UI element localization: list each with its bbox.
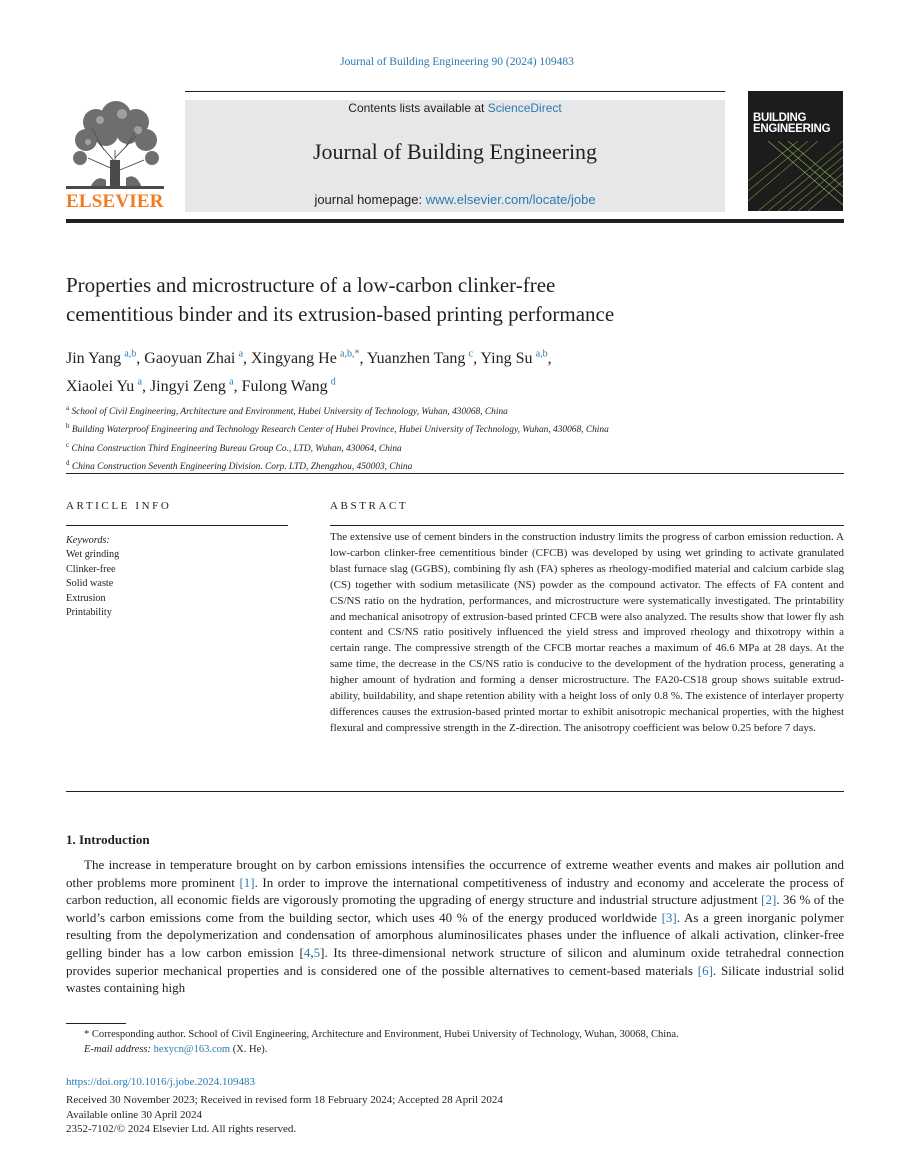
affiliation-list — [66, 401, 846, 474]
intro-text: The increase in temperature brought on by carbon emissions intensifies the occurrence of extreme weather events and makes air pollution and other problems more prominent — [66, 857, 844, 890]
email-link[interactable]: hexycn@163.com — [153, 1043, 231, 1055]
affiliation-key: a — [66, 404, 70, 412]
affiliation-text: China Construction Third Engineering Bureau Group Co., LTD, Wuhan, 430064, China — [71, 443, 402, 454]
author-name: Gaoyuan Zhai — [144, 350, 236, 368]
author-affil-marker[interactable]: a,b — [124, 349, 137, 360]
contents-prefix: Contents lists available at — [348, 101, 488, 115]
keywords-label: Keywords: — [66, 535, 110, 546]
author[interactable] — [150, 378, 242, 395]
author-name: Jingyi Zeng — [149, 377, 226, 395]
elsevier-wordmark: ELSEVIER — [66, 191, 164, 212]
corresponding-author-note: * Corresponding author. School of Civil Engineering, Architecture and Environment, Hubei University of Technology, Wuhan, 30068, China. — [84, 1029, 679, 1040]
header-bottom-rule — [66, 219, 844, 223]
author-separator: , — [141, 377, 150, 395]
affiliation — [66, 456, 846, 474]
affiliation — [66, 401, 846, 419]
footnote-rule — [66, 1023, 126, 1024]
contents-availability — [185, 101, 725, 115]
homepage-link[interactable]: www.elsevier.com/locate/jobe — [425, 192, 596, 207]
affiliation-key: c — [66, 440, 70, 449]
introduction-heading: 1. Introduction — [66, 832, 150, 847]
author-affil-marker[interactable]: a,b — [535, 349, 548, 360]
cover-artwork — [748, 141, 843, 211]
intro-text: . As a green inorganic polymer resulting from the depolymerization and condensation of amorphous aluminosilicates phases under the influence of alkali activation, clinker-free gelling binder has a low carbon emission [ — [66, 909, 844, 960]
keyword: Printability — [66, 607, 112, 619]
author[interactable] — [144, 350, 251, 367]
abstract-rule — [330, 525, 844, 526]
cover-title-line1: BUILDING — [753, 112, 807, 124]
affiliation-key: d — [66, 458, 70, 467]
copyright-line: 2352-7102/© 2024 Elsevier Ltd. All rights reserved. — [66, 1123, 297, 1136]
author-list — [66, 343, 846, 398]
keyword: Wet grinding — [66, 549, 120, 561]
keyword: Extrusion — [66, 592, 106, 604]
journal-cover-thumbnail[interactable] — [748, 91, 843, 211]
author-name: Xiaolei Yu — [66, 377, 135, 395]
author-name: Fulong Wang — [241, 377, 328, 395]
abstract-heading: ABSTRACT — [330, 500, 409, 512]
citation-link[interactable]: [3] — [661, 909, 677, 925]
author[interactable] — [66, 378, 150, 395]
journal-homepage — [185, 192, 725, 207]
abstract-text: The extensive use of cement binders in the construction industry limits the progress of carbon emission reduction. A low-carbon clinker-free cementitious binder (CFCB) was developed by using wet grinding to activate granulated blast furnace slag (GGBS), combining fly ash (FA) spheres as rheology-modified material and calcium carbide slag (CS) together with sodium metasilicate (NS) powder as the compound activator. The effects of FA content and CS/NS ratio on the hydration, performances, and microstructure were systematically investigated. The printability and mechanical anisotropy of extrusion-based printed CFCB were also analyzed. The results show that lower fly ash content and CS/NS ratio positively influenced the yield stress and improved rheology and thixotropy within a certain range. The compressive strength of the CFCB mortar reaches a maximum of 46.6 MPa at 28 days. At the same time, the decrease in the CS/NS ratio is conducive to the development of the hydration process, generating a higher amount of hydration and forming a denser microstructure. The FA20-CS18 group shows suitable extrudability, buildability, and shape retention ability with a height loss of only 0.8 %. The existence of interlayer property differences causes the extrusion-based printed mortar to exhibit anisotropic mechanical properties, with the highest flexural and compressive strength in the Z-direction. The anisotropy coefficient was below 0.25 before 7 days. — [330, 531, 844, 734]
affiliation-key: b — [66, 422, 70, 431]
received-dates: Received 30 November 2023; Received in revised form 18 February 2024; Accepted 28 April 2024 — [66, 1094, 503, 1106]
affiliation-text: School of Civil Engineering, Architecture and Environment, Hubei University of Technology, Wuhan, 430068, China — [71, 407, 508, 418]
author-name: Jin Yang — [66, 350, 122, 368]
author-separator: , — [473, 350, 481, 368]
citation-link[interactable]: [6] — [697, 962, 713, 978]
article-title — [66, 271, 826, 329]
author-separator: , — [243, 350, 252, 368]
email-line — [84, 1043, 844, 1058]
keyword: Clinker-free — [66, 563, 116, 575]
abstract-bottom-rule — [66, 791, 844, 792]
header-top-rule — [185, 91, 725, 92]
article-title-line2: cementitious binder and its extrusion-based printing performance — [66, 302, 615, 326]
publication-history — [66, 1093, 666, 1137]
author-name: Yuanzhen Tang — [366, 350, 466, 368]
intro-text: ]. Its three-dimensional network structure of silicon and aluminum oxide tetrahedral connection provides superior mechanical properties and is considered one of the possible alternatives to cement-based materials — [66, 944, 844, 978]
intro-text: . In order to improve the international competitiveness of industry and economy and accelerate the process of carbon reduction, all economic fields are vigorously promoting the upgrading of energy structure and industrial structure adjustment — [66, 874, 844, 908]
author-affil-marker[interactable]: a — [238, 349, 244, 360]
intro-text: . 36 % of the world’s carbon emissions come from the building sector, which uses 40 % of the energy produced worldwide — [66, 892, 844, 925]
sciencedirect-link[interactable]: ScienceDirect — [487, 101, 562, 115]
footnote — [84, 1028, 844, 1057]
affiliation-text: China Construction Seventh Engineering Division. Corp. LTD, Zhengzhou, 450003, China — [71, 462, 413, 473]
keywords-block — [66, 534, 286, 620]
introduction-paragraph — [66, 856, 844, 997]
author-affil-marker[interactable]: a — [137, 376, 142, 388]
author-affil-marker[interactable]: a,b,* — [340, 349, 360, 360]
online-date: Available online 30 April 2024 — [66, 1108, 203, 1121]
article-info-heading: ARTICLE INFO — [66, 500, 172, 512]
affiliation-text: Building Waterproof Engineering and Technology Research Center of Hubei Province, Hubei University of Technology, Wuhan, 430068, China — [71, 425, 609, 436]
author[interactable] — [367, 350, 481, 367]
author-name: Ying Su — [480, 350, 533, 368]
author[interactable] — [480, 350, 551, 367]
author-affil-marker[interactable]: d — [330, 376, 336, 388]
email-suffix: (X. He). — [230, 1043, 268, 1055]
citation-link[interactable]: 5 — [313, 944, 321, 960]
article-info-rule — [66, 525, 288, 526]
article-title-line1: Properties and microstructure of a low-carbon clinker-free — [66, 273, 556, 297]
running-journal-reference[interactable]: Journal of Building Engineering 90 (2024) 109483 — [340, 56, 574, 68]
author-separator: , — [136, 350, 145, 368]
citation-link[interactable]: [1] — [239, 874, 255, 890]
author[interactable] — [251, 350, 367, 367]
author-name: Xingyang He — [251, 350, 337, 368]
citation-link[interactable]: [2] — [761, 892, 777, 908]
affiliation — [66, 419, 846, 437]
journal-name: Journal of Building Engineering — [312, 139, 598, 164]
intro-text: . Silicate industrial solid wastes containing high — [66, 962, 844, 996]
citation-link[interactable]: 4 — [303, 944, 311, 960]
author-separator: , — [233, 377, 242, 395]
intro-text: , — [310, 944, 314, 960]
affiliation-divider — [66, 473, 844, 474]
affiliation — [66, 438, 846, 456]
author-separator: , — [547, 350, 552, 368]
author-affil-marker[interactable]: a — [229, 376, 234, 388]
author-affil-marker[interactable]: c — [468, 349, 474, 360]
doi-link[interactable]: https://doi.org/10.1016/j.jobe.2024.109483 — [66, 1076, 255, 1088]
cover-title-line2: ENGINEERING — [753, 123, 831, 135]
email-label: E-mail address: — [84, 1043, 154, 1055]
author[interactable] — [242, 378, 336, 395]
keyword: Solid waste — [66, 578, 114, 590]
author-separator: , — [359, 350, 367, 368]
author[interactable] — [66, 350, 144, 367]
homepage-prefix: journal homepage: — [314, 192, 426, 207]
